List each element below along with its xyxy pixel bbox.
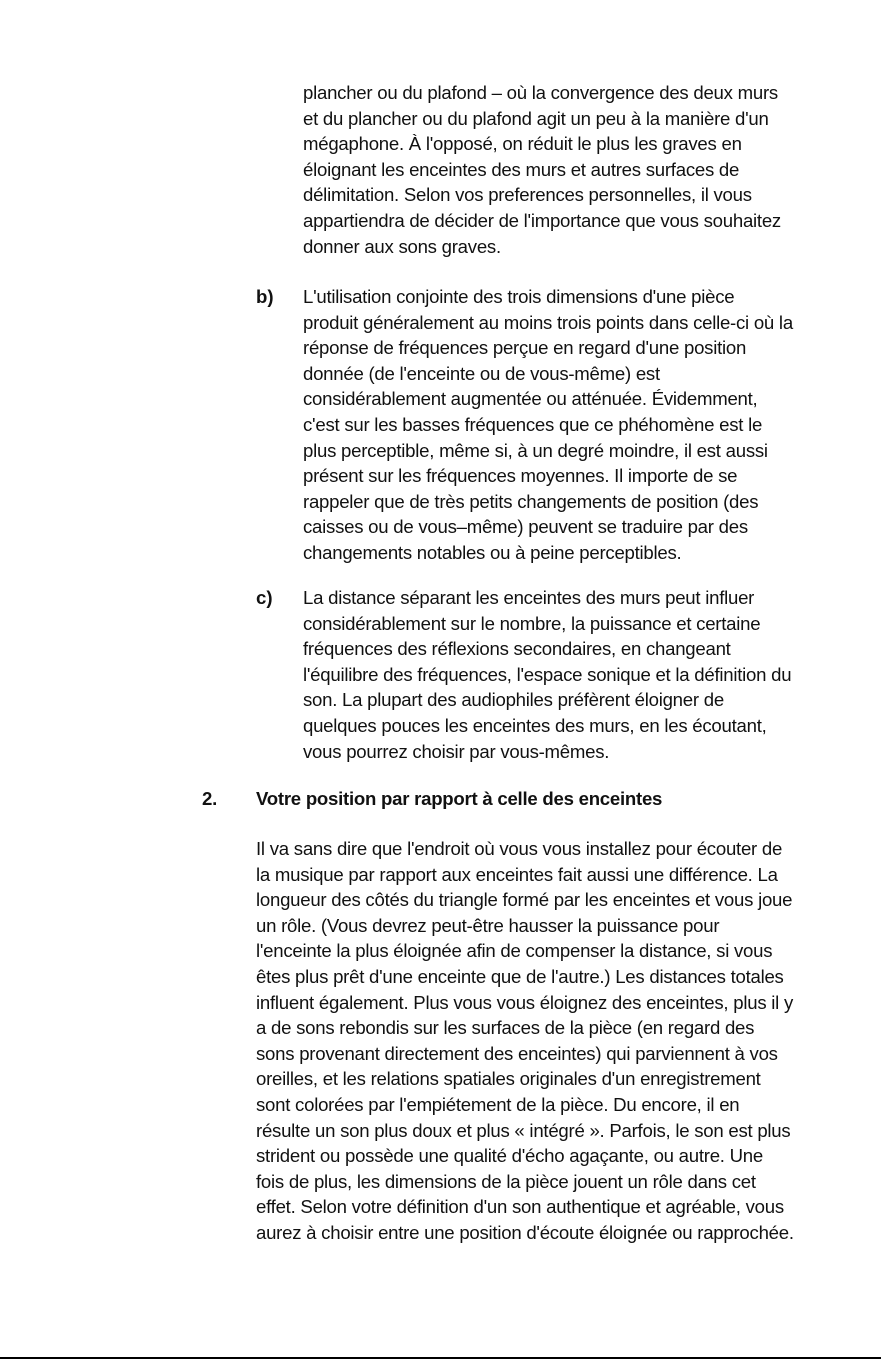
item-b-marker: b) bbox=[256, 286, 274, 307]
text-line: c'est sur les basses fréquences que ce phéhomène est le bbox=[303, 413, 763, 435]
text-line: éloignant les enceintes des murs et autres surfaces de bbox=[303, 158, 740, 180]
text-line: L'utilisation conjointe des trois dimensions d'une pièce bbox=[303, 286, 735, 307]
text-line: donner aux sons graves. bbox=[303, 235, 501, 257]
text-line: considérablement sur le nombre, la puissance et certaine bbox=[303, 612, 761, 634]
text-line: délimitation. Selon vos preferences personnelles, il vous bbox=[303, 184, 752, 206]
text-line: fois de plus, les dimensions de la pièce jouent un rôle dans cet bbox=[256, 1170, 756, 1192]
text-line: considérablement augmentée ou atténuée. Évidemment, bbox=[303, 388, 758, 410]
text-line: son. La plupart des audiophiles préfèrent éloigner de bbox=[303, 689, 724, 711]
text-line: caisses ou de vous–même) peuvent se traduire par des bbox=[303, 516, 748, 538]
text-line: sons provenant directement des enceintes) qui parviennent à vos bbox=[256, 1042, 778, 1064]
text-line: a de sons rebondis sur les surfaces de la pièce (en regard des bbox=[256, 1017, 755, 1039]
text-line: un rôle. (Vous devrez peut-être hausser la puissance pour bbox=[256, 914, 720, 936]
text-line: mégaphone. À l'opposé, on réduit le plus les graves en bbox=[303, 133, 742, 155]
text-line: quelques pouces les enceintes des murs, en les écoutant, bbox=[303, 714, 767, 736]
item-c-marker: c) bbox=[256, 587, 273, 608]
section-2-number: 2. bbox=[202, 788, 218, 809]
text-line: appartiendra de décider de l'importance que vous souhaitez bbox=[303, 209, 781, 231]
section-2-title: Votre position par rapport à celle des enceintes bbox=[256, 788, 663, 809]
text-line: réponse de fréquences perçue en regard d'une position bbox=[303, 337, 747, 359]
text-line: rappeler que de très petits changements de position (des bbox=[303, 490, 759, 512]
text-line: strident ou possède une qualité d'écho agaçante, ou autre. Une bbox=[256, 1145, 763, 1167]
text-line: donnée (de l'enceinte ou de vous-même) est bbox=[303, 362, 660, 384]
item-b-paragraph bbox=[303, 284, 863, 566]
intro-paragraph bbox=[303, 80, 823, 259]
bottom-rule bbox=[0, 1357, 881, 1359]
text-line: plancher ou du plafond – où la convergence des deux murs bbox=[303, 82, 778, 103]
text-line: résulte un son plus doux et plus « intégré ». Parfois, le son est plus bbox=[256, 1119, 791, 1141]
text-line: influent également. Plus vous vous éloignez des enceintes, plus il y bbox=[256, 991, 794, 1013]
text-line: l'équilibre des fréquences, l'espace sonique et la définition du bbox=[303, 663, 792, 685]
text-line: oreilles, et les relations spatiales originales d'un enregistrement bbox=[256, 1068, 761, 1090]
item-c-paragraph bbox=[303, 585, 863, 764]
text-line: changements notables ou à peine perceptibles. bbox=[303, 541, 682, 563]
text-line: effet. Selon votre définition d'un son authentique et agréable, vous bbox=[256, 1196, 784, 1218]
text-line: longueur des côtés du triangle formé par les enceintes et vous joue bbox=[256, 889, 793, 911]
text-line: Il va sans dire que l'endroit où vous vous installez pour écouter de bbox=[256, 838, 783, 859]
text-line: produit généralement au moins trois points dans celle-ci où la bbox=[303, 311, 793, 333]
text-line: et du plancher ou du plafond agit un peu à la manière d'un bbox=[303, 107, 769, 129]
text-line: sont colorées par l'empiétement de la pièce. Du encore, il en bbox=[256, 1093, 740, 1115]
text-line: l'enceinte la plus éloignée afin de compenser la distance, si vous bbox=[256, 940, 773, 962]
text-line: la musique par rapport aux enceintes fait aussi une différence. La bbox=[256, 863, 778, 885]
section-2-paragraph bbox=[256, 836, 856, 1246]
text-line: fréquences des réflexions secondaires, en changeant bbox=[303, 638, 731, 660]
text-line: vous pourrez choisir par vous-mêmes. bbox=[303, 740, 610, 762]
text-line: présent sur les fréquences moyennes. Il importe de se bbox=[303, 465, 738, 487]
text-line: êtes plus prêt d'une enceinte que de l'autre.) Les distances totales bbox=[256, 965, 784, 987]
text-line: plus perceptible, même si, à un degré moindre, il est aussi bbox=[303, 439, 768, 461]
text-line: aurez à choisir entre une position d'écoute éloignée ou rapprochée. bbox=[256, 1221, 794, 1243]
text-line: La distance séparant les enceintes des murs peut influer bbox=[303, 587, 755, 608]
